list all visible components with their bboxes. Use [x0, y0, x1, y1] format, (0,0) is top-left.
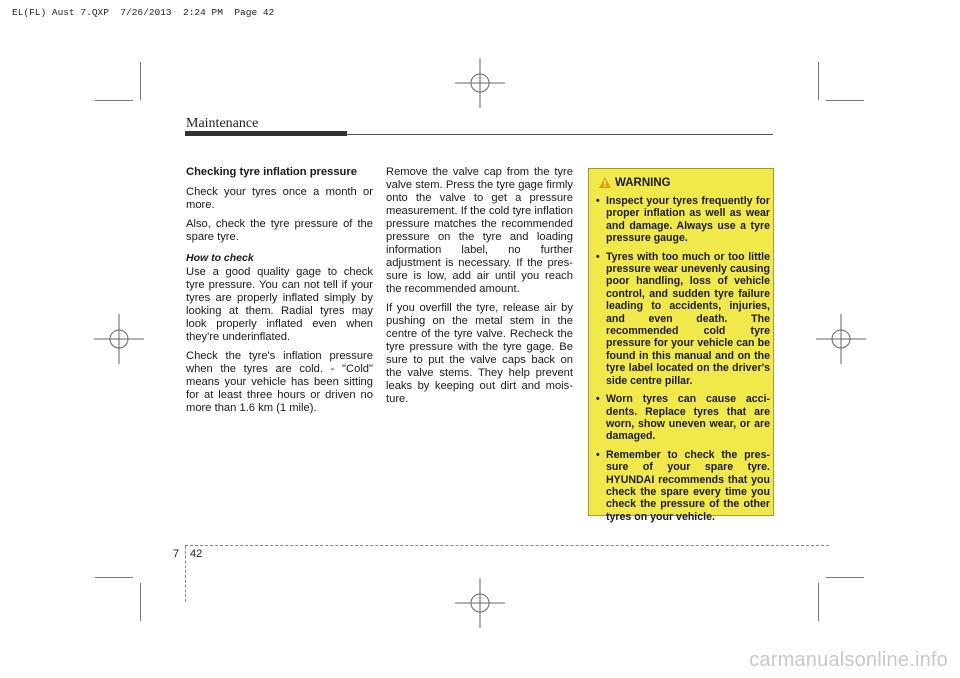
registration-mark-bottom — [455, 578, 505, 628]
print-slug: EL(FL) Aust 7.QXP 7/26/2013 2:24 PM Page 42 — [12, 7, 275, 18]
bullet: • — [596, 448, 600, 461]
warning-heading — [599, 177, 671, 189]
warning-item — [596, 251, 770, 387]
warning-list — [596, 195, 770, 529]
heading-checking-tyre-pressure: Checking tyre inflation pressure — [186, 166, 357, 178]
warning-triangle-icon — [599, 177, 611, 188]
bullet: • — [596, 393, 600, 406]
chapter-number: 7 — [173, 548, 180, 560]
text-column-1 — [186, 166, 373, 421]
warning-item-text: Remember to check the pressure of your spare tyre. HYUNDAI recommends that you check the spare every time you check the pressure of the other tyres on your vehicle. — [606, 448, 770, 523]
watermark: carmanualsonline.info — [749, 649, 948, 671]
registration-mark-left — [94, 314, 144, 364]
header-rule-thin — [347, 134, 773, 135]
warning-item-text: Tyres with too much or too little pressure wear unevenly causing poor handling, loss of vehicle control, and sudden tyre failure leading to accidents, injuries, and even death. The recommended cold tyre pressure for your vehicle can be found in this manual and on the tyre label located on the driver's side centre pillar. — [606, 250, 770, 387]
bullet: • — [596, 195, 600, 207]
warning-item — [596, 393, 770, 443]
registration-mark-right — [816, 314, 866, 364]
warning-title: WARNING — [615, 177, 671, 189]
warning-item-text: Inspect your tyres frequently for proper inflation as well as wear and damage. Always use a tyre pressure gauge. — [606, 195, 770, 245]
paragraph: Check your tyres once a month or more. — [186, 186, 373, 211]
warning-item — [596, 449, 770, 523]
header-rule-thick — [185, 131, 347, 136]
bullet: • — [596, 250, 600, 263]
footer-rule — [185, 545, 829, 546]
page-number: 42 — [190, 548, 203, 560]
warning-item — [596, 195, 770, 245]
warning-item-text: Worn tyres can cause accidents. Replace tyres that are worn, show uneven wear, or are damaged. — [606, 393, 770, 443]
section-title: Maintenance — [186, 116, 259, 131]
subheading-how-to-check: How to check — [186, 252, 254, 264]
paragraph: Remove the valve cap from the tyre valve stem. Press the tyre gage firmly onto the valve to get a pressure measurement. If the cold tyre inflation pressure matches the recommended pressure on the tyre and loading information label, no further adjustment is necessary. If the pressure is low, add air until you reach the recommended amount. — [386, 166, 573, 295]
registration-mark-top — [455, 58, 505, 108]
warning-box — [588, 168, 774, 523]
paragraph: Check the tyre's inflation pressure when the tyres are cold. - "Cold" means your vehicle has been sitting for at least three hours or driven no more than 1.6 km (1 mile). — [186, 350, 373, 414]
paragraph: If you overfill the tyre, release air by pushing on the metal stem in the centre of the tyre valve. Recheck the tyre pressure with the tyre gage. Be sure to put the valve caps back on the valve stems. They help prevent leaks by keeping out dirt and moisture. — [386, 302, 573, 405]
paragraph: Also, check the tyre pressure of the spare tyre. — [186, 218, 373, 243]
text-column-2 — [386, 166, 573, 412]
paragraph: Use a good quality gage to check tyre pressure. You can not tell if your tyres are properly inflated simply by looking at them. Radial tyres may look properly inflated even when they're underinflated. — [186, 266, 373, 343]
footer-divider — [185, 546, 186, 602]
